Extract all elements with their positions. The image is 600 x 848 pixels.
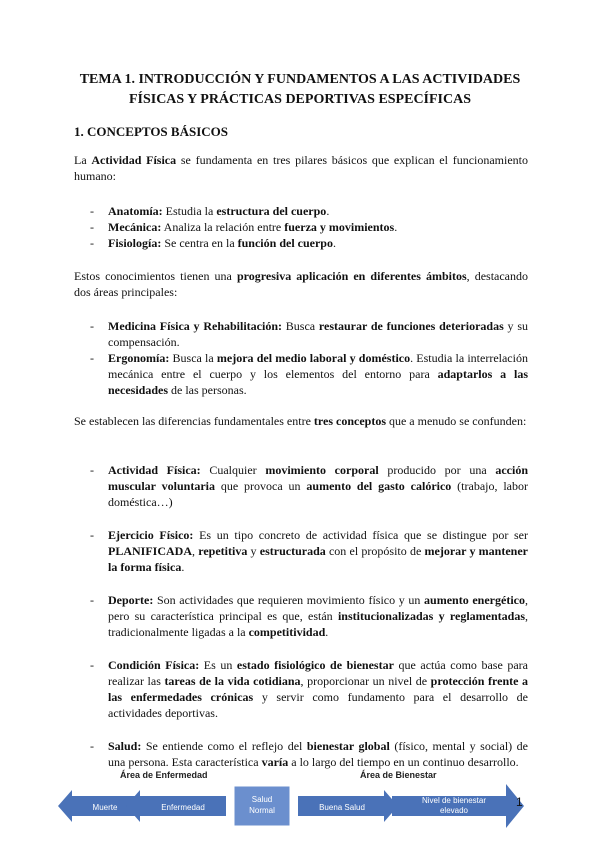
muerte-label: Muerte <box>92 803 118 812</box>
area-bienestar-label: Área de Bienestar <box>360 770 437 780</box>
title-line-2: FÍSICAS Y PRÁCTICAS DEPORTIVAS ESPECÍFICAS <box>128 92 472 107</box>
concepts-list <box>90 462 528 787</box>
list-item: - Condición Física: Es un estado fisiológico de bienestar que actúa como base para realizar las tareas de la vida cotidiana, proporcionar un nivel de protección frente a las enfermedades crónicas y servir como fundamento para el desarrollo de actividades deportivas. <box>90 657 528 721</box>
list-item: - Actividad Física: Cualquier movimiento corporal producido por una acción muscular voluntaria que provoca un aumento del gasto calórico (trabajo, labor doméstica…) <box>90 462 528 510</box>
differences-paragraph: Se establecen las diferencias fundamentales entre tres conceptos que a menudo se confunden: <box>74 414 527 428</box>
enfermedad-label: Enfermedad <box>161 803 205 812</box>
list-item: - Ergonomía: Busca la mejora del medio laboral y doméstico. Estudia la interrelación mecánica entre el cuerpo y los elementos del entorno para adaptarlos a las necesidades de las personas. <box>90 350 528 398</box>
health-continuum-diagram <box>58 770 524 830</box>
nivel-bienestar-label-2: elevado <box>439 806 469 815</box>
list-item: - Deporte: Son actividades que requieren movimiento físico y un aumento energético, pero su característica principal es que, están institucionalizadas y reglamentadas, tradicionalmente ligadas a la competitividad. <box>90 592 528 640</box>
document-title <box>60 70 540 110</box>
intro-paragraph: La Actividad Física se fundamenta en tres pilares básicos que explican el funcionamiento humano: <box>74 153 529 183</box>
areas-list <box>90 318 528 398</box>
salud-normal-label-1: Salud <box>251 795 273 804</box>
list-item: - Salud: Se entiende como el reflejo del bienestar global (físico, mental y social) de una persona. Esta característica varía a lo largo del tiempo en un continuo desarrollo. <box>90 738 528 770</box>
list-item: - Anatomía: Estudia la estructura del cuerpo. <box>90 203 528 219</box>
section-heading: 1. CONCEPTOS BÁSICOS <box>74 124 228 139</box>
title-line-1: TEMA 1. INTRODUCCIÓN Y FUNDAMENTOS A LAS ACTIVIDADES <box>79 72 521 87</box>
list-item: - Mecánica: Analiza la relación entre fuerza y movimientos. <box>90 219 528 235</box>
nivel-bienestar-label-1: Nivel de bienestar <box>421 796 487 805</box>
list-item: - Medicina Física y Rehabilitación: Busca restaurar de funciones deterioradas y su compensación. <box>90 318 528 350</box>
buena-salud-label: Buena Salud <box>319 803 365 812</box>
list-item: - Ejercicio Físico: Es un tipo concreto de actividad física que se distingue por ser PLANIFICADA, repetitiva y estructurada con el propósito de mejorar y mantener la forma física. <box>90 527 528 575</box>
knowledge-paragraph: Estos conocimientos tienen una progresiva aplicación en diferentes ámbitos, destacando dos áreas principales: <box>74 269 529 299</box>
salud-normal-label-2: Normal <box>249 806 275 815</box>
list-item: - Fisiología: Se centra en la función del cuerpo. <box>90 235 528 251</box>
pillars-list <box>90 203 528 251</box>
area-enfermedad-label: Área de Enfermedad <box>120 770 208 780</box>
page-number: 1 <box>516 795 523 809</box>
continuum-arrows <box>58 782 524 830</box>
